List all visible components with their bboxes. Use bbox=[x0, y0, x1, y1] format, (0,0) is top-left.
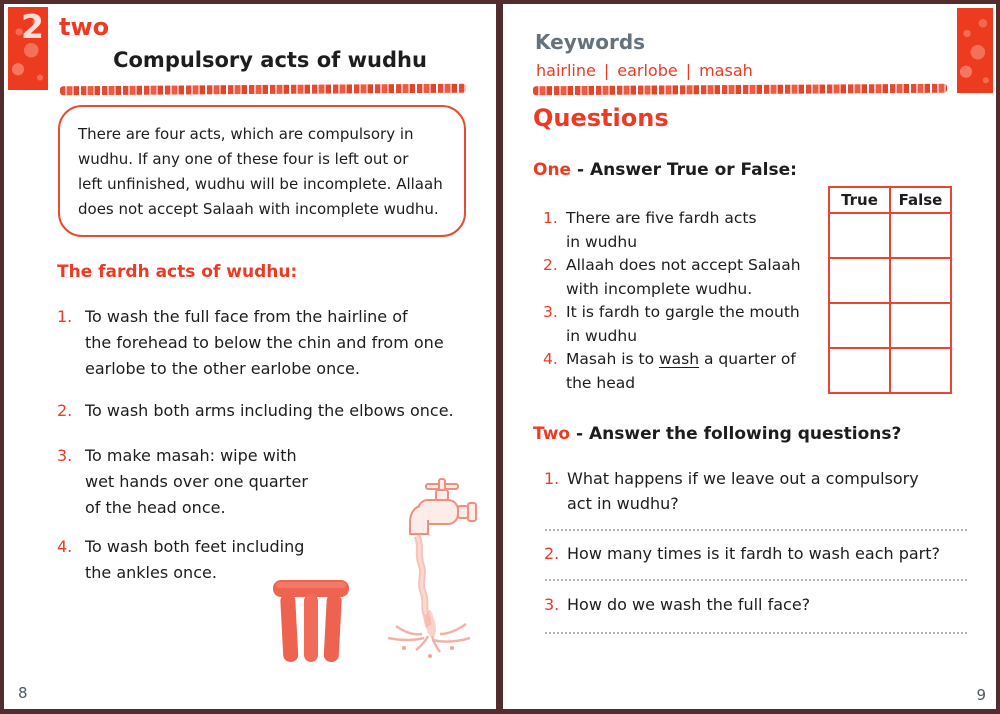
text-line: wet hands over one quarter bbox=[85, 472, 308, 491]
text-line: act in wudhu? bbox=[567, 494, 679, 513]
text-line: left unfinished, wudhu will be incomplete. Allaah bbox=[78, 175, 443, 193]
list-item bbox=[543, 348, 796, 395]
keywords-list bbox=[536, 61, 753, 80]
text-line: What happens if we leave out a compulsory bbox=[567, 469, 919, 488]
page-number: 9 bbox=[976, 686, 986, 704]
list-number: 3. bbox=[543, 303, 558, 321]
list-number: 4. bbox=[543, 350, 558, 368]
keyword: earlobe bbox=[617, 61, 678, 80]
text-line: How do we wash the full face? bbox=[567, 595, 811, 614]
question-item bbox=[544, 466, 919, 516]
decorative-dashed-line bbox=[60, 84, 466, 95]
list-number: 1. bbox=[543, 209, 558, 227]
text-line: To wash both feet including bbox=[85, 537, 305, 556]
list-number: 2. bbox=[57, 401, 73, 420]
text-line: How many times is it fardh to wash each part? bbox=[567, 544, 941, 563]
answer-cell bbox=[829, 213, 890, 258]
text-segment: a quarter of bbox=[699, 350, 796, 368]
list-number: 3. bbox=[57, 446, 73, 465]
text-line bbox=[566, 348, 796, 372]
text-line: There are five fardh acts bbox=[566, 209, 757, 227]
text-line: To make masah: wipe with bbox=[85, 446, 297, 465]
list-number: 2. bbox=[543, 256, 558, 274]
exercise-one-heading bbox=[533, 160, 797, 180]
list-number: 1. bbox=[544, 469, 560, 488]
list-item bbox=[543, 301, 800, 348]
dotted-answer-line bbox=[545, 529, 967, 531]
right-page bbox=[503, 4, 996, 709]
text-line: in wudhu bbox=[566, 326, 638, 345]
answer-cell bbox=[829, 258, 890, 303]
text-line: does not accept Salaah with incomplete wudhu. bbox=[78, 200, 439, 218]
questions-heading: Questions bbox=[533, 104, 669, 132]
left-page bbox=[4, 4, 496, 709]
exercise-two-heading bbox=[533, 424, 901, 444]
chapter-number: 2 bbox=[21, 7, 44, 46]
running-tap-icon bbox=[386, 476, 496, 671]
keyword-separator: | bbox=[685, 61, 692, 80]
text-line: with incomplete wudhu. bbox=[566, 279, 753, 298]
keywords-heading: Keywords bbox=[535, 30, 646, 54]
text-line: To wash both arms including the elbows once. bbox=[85, 401, 454, 420]
fardh-acts-heading: The fardh acts of wudhu: bbox=[57, 262, 298, 282]
dotted-answer-line bbox=[545, 632, 967, 634]
decorative-dashed-line bbox=[533, 84, 947, 96]
answer-cell bbox=[829, 348, 890, 393]
list-item bbox=[543, 207, 757, 254]
chapter-word: two bbox=[59, 13, 110, 41]
page-title: Compulsory acts of wudhu bbox=[113, 48, 427, 72]
exercise-label: One bbox=[533, 160, 572, 180]
list-number: 2. bbox=[544, 544, 560, 563]
dotted-answer-line bbox=[545, 579, 967, 581]
list-item bbox=[57, 443, 308, 521]
text-line: To wash the full face from the hairline of bbox=[85, 307, 408, 326]
table-header-true: True bbox=[829, 187, 890, 213]
true-false-table bbox=[828, 186, 952, 394]
text-line: in wudhu bbox=[566, 232, 638, 251]
text-line: the head bbox=[566, 373, 636, 392]
underlined-word: wash bbox=[659, 350, 700, 368]
question-item bbox=[544, 592, 810, 617]
list-number: 4. bbox=[57, 537, 73, 556]
stool-illustration bbox=[272, 578, 352, 668]
answer-cell bbox=[890, 213, 951, 258]
text-line: the forehead to below the chin and from one bbox=[85, 333, 444, 352]
text-segment: Masah is to bbox=[566, 350, 659, 368]
intro-text-box bbox=[58, 105, 466, 237]
list-item bbox=[57, 534, 304, 586]
list-number: 1. bbox=[57, 307, 73, 326]
text-line: It is fardh to gargle the mouth bbox=[566, 303, 800, 321]
answer-cell bbox=[890, 258, 951, 303]
page-number: 8 bbox=[18, 684, 28, 702]
exercise-label: Two bbox=[533, 424, 571, 444]
list-item bbox=[57, 304, 444, 382]
text-line: earlobe to the other earlobe once. bbox=[85, 359, 360, 378]
answer-cell bbox=[890, 348, 951, 393]
list-item bbox=[57, 398, 454, 424]
question-item bbox=[544, 541, 940, 566]
text-line: of the head once. bbox=[85, 498, 226, 517]
keyword: masah bbox=[699, 61, 753, 80]
text-line: There are four acts, which are compulsory in bbox=[78, 125, 414, 143]
list-number: 3. bbox=[544, 595, 560, 614]
exercise-title: - Answer True or False: bbox=[571, 160, 797, 180]
text-line: Allaah does not accept Salaah bbox=[566, 256, 801, 274]
list-item bbox=[543, 254, 801, 301]
keyword-separator: | bbox=[603, 61, 610, 80]
text-line: the ankles once. bbox=[85, 563, 217, 582]
table-header-false: False bbox=[890, 187, 951, 213]
answer-cell bbox=[890, 303, 951, 348]
text-line: wudhu. If any one of these four is left out or bbox=[78, 150, 409, 168]
answer-cell bbox=[829, 303, 890, 348]
exercise-title: - Answer the following questions? bbox=[570, 424, 902, 444]
decorative-corner-block bbox=[957, 8, 993, 93]
keyword: hairline bbox=[536, 61, 596, 80]
